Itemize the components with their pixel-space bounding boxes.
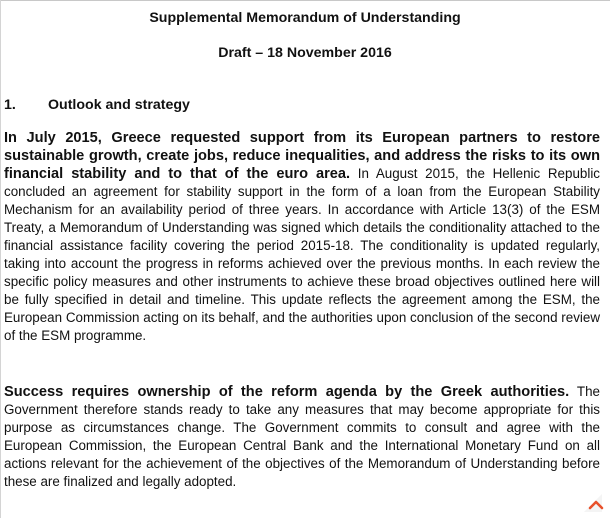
- section-heading: [4, 97, 604, 113]
- paragraph-2-body: The Government therefore stands ready to take any measures that may become appropriate for this purpose as circumstances change. The Government commits to consult and agree with the European Commission, the European Central Bank and the International Monetary Fund on all actions relevant for the achievement of the objectives of the Memorandum of Understanding before these are finalized and legally adopted.: [4, 384, 600, 489]
- section-title: Outlook and strategy: [48, 97, 190, 113]
- frame-border-left: [0, 0, 1, 518]
- document-subtitle: Draft – 18 November 2016: [218, 45, 392, 61]
- paragraph-2: [4, 383, 600, 491]
- frame-border-top: [0, 0, 610, 1]
- paragraph-1-body: In August 2015, the Hellenic Republic concluded an agreement for stability support in the form of a loan from the European Stability Mechanism for an availability period of three years. In accordance with Article 13(3) of the ESM Treaty, a Memorandum of Understanding was signed which details the conditionality attached to the financial assistance facility covering the period 2015-18. The conditionality is updated regularly, taking into account the progress in reforms achieved over the previous months. In each review the specific policy measures and other instruments to achieve these broad objectives outlined here will be fully specified in detail and timeline. This update reflects the agreement among the ESM, the European Commission acting on its behalf, and the authorities upon conclusion of the second review of the ESM programme.: [4, 166, 600, 343]
- section-number: 1.: [4, 97, 16, 113]
- paragraph-1: [4, 129, 600, 345]
- document-title: Supplemental Memorandum of Understanding: [149, 10, 461, 26]
- paragraph-2-lead: Success requires ownership of the reform agenda by the Greek authorities.: [4, 384, 570, 400]
- chevron-up-icon[interactable]: [570, 488, 610, 518]
- paragraph-1-lead: In July 2015, Greece requested support from its European partners to restore sustainable growth, create jobs, reduce inequalities, and address the risks to its own financial stability and to that of the euro area.: [4, 130, 600, 182]
